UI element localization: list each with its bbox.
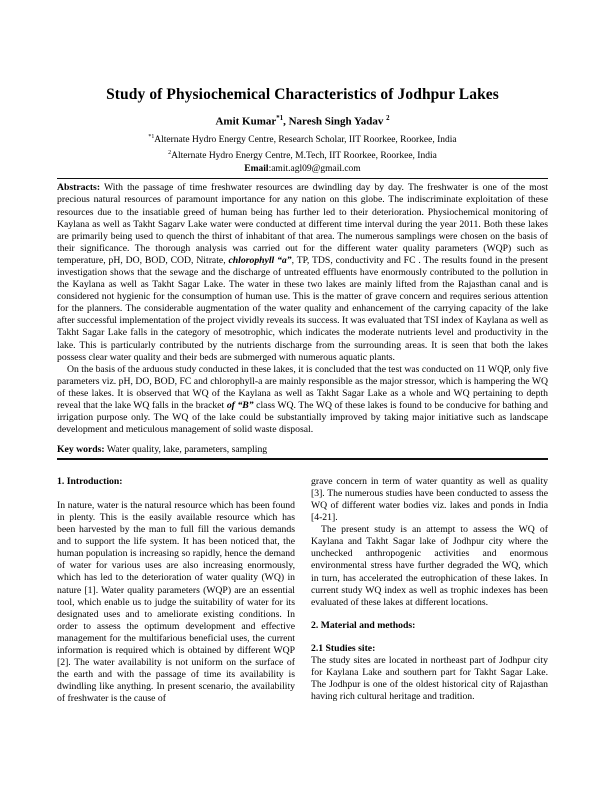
materials-methods-heading: 2. Material and methods: bbox=[311, 619, 416, 631]
body-columns bbox=[57, 476, 548, 706]
text-segment: With the passage of time freshwater resources are dwindling day by day. The freshwater is one of the most precious natural resources of paramount importance for any nation on this globe. The indiscriminate exploitation of these resources due to the insatiable greed of human being has further led to their deterioration. Physiochemical monitoring of Kaylana as well as Takht Sagarv Lake water were conducted at different time interval during the year 2011. Both these lakes are primarily being used to quench the thirst of inhabitant of that area. The numerous samplings were chosen on the basis of their significance. The thorough analysis was carried out for the different water quality parameters (WQP) such as temperature, pH, DO, BOD, COD, Nitrate, bbox=[57, 182, 548, 266]
text-segment: :amit.agl09@gmail.com bbox=[268, 163, 361, 174]
studies-site-paragraph: The study sites are located in northeast part of Jodhpur city for Kaylana Lake and southern part for Takht Sagar Lake. The Jodhpur is one of the oldest historical city of Rajasthan having rich cultural heritage and tradition. bbox=[311, 655, 548, 703]
text-segment: Email bbox=[244, 163, 269, 174]
text-segment: *1 bbox=[148, 133, 155, 140]
text-segment: Amit Kumar bbox=[215, 115, 277, 128]
introduction-paragraph: In nature, water is the natural resource which has been found in plenty. This is the easily available resource which has been harvested by the man to full fill the various demands and to support the life system. It has been noticed that, the human population is increasing so rapidly, hence the demand of water for various uses are also increasing enormously, which has led to the deterioration of water quality (WQ) in nature [1]. Water quality parameters (WQP) are an essential tool, which enable us to judge the suitability of water for its designated uses and to ameliorate existing conditions. In order to assess the optimum development and effective management for the multifarious beneficial uses, the current information is required which is obtained by different WQP [2]. The water availability is not uniform on the surface of the earth and with the passage of time its availability is dwindling like anything. In present scenario, the availability of freshwater is the cause of bbox=[57, 499, 295, 705]
page-title: Study of Physiochemical Characteristics of Jodhpur Lakes bbox=[106, 86, 499, 103]
text-segment: 2 bbox=[168, 149, 172, 156]
keywords-line bbox=[57, 444, 548, 456]
abstract-bottom-divider bbox=[57, 458, 548, 459]
left-column bbox=[57, 476, 295, 706]
introduction-heading: 1. Introduction: bbox=[57, 475, 123, 487]
abstract-top-divider bbox=[57, 178, 548, 179]
text-segment: Alternate Hydro Energy Centre, Research Scholar, IIT Roorkee, Roorkee, India bbox=[154, 134, 457, 145]
text-segment: *1 bbox=[276, 115, 284, 122]
affiliation-2 bbox=[57, 147, 548, 163]
right-column bbox=[311, 476, 548, 706]
abstract-paragraph-1 bbox=[57, 182, 548, 363]
studies-site-heading: 2.1 Studies site: bbox=[311, 642, 376, 654]
text-segment: Abstracts: bbox=[57, 182, 101, 194]
email-line bbox=[57, 163, 548, 176]
abstract-paragraph-2 bbox=[57, 364, 548, 437]
continuation-paragraph: grave concern in term of water quantity as well as quality [3]. The numerous studies have been conducted to assess the WQ of different water bodies viz. lakes and ponds in India [4-21]. bbox=[311, 475, 548, 524]
abstract-section bbox=[57, 182, 548, 436]
text-segment: , TP, TDS, conductivity and FC . The results found in the present investigation shows that the sewage and the discharge of untreated effluents have enormously contributed to the pollution in the Kaylana as well as Takht Sagar Lake. The water in these two lakes are mainly lifted from the Rajasthan canal and is considered not hygienic for the consumption of human use. This is the matter of grave concern and requires serious attention for the planners. The considerable augmentation of the water quality and enhancement of the carrying capacity of the lake after successful implementation of the project vividly reveals its success. It was evaluated that TSI index of Kaylana as well as Takht Sagar Lake falls in the category of mesotrophic, which indicates the moderate nutrients level and productivity in the lake. This is particularly contributed by the nutrients discharge from the surrounding areas. It is seen that both the lakes possess clear water quality and their beds are submerged with numerous aquatic plants. bbox=[57, 254, 548, 363]
text-segment: , Naresh Singh Yadav bbox=[283, 115, 387, 128]
present-study-paragraph: The present study is an attempt to assess the WQ of Kaylana and Takht Sagar lake of Jodhpur city where the unchecked anthropogenic activities and enormous environmental stress have further degraded the WQ, which in turn, has accelerated the eutrophication of these lakes. In current study WQ index as well as trophic indexes has been evaluated of these lakes at different locations. bbox=[311, 524, 548, 608]
text-segment: Alternate Hydro Energy Centre, M.Tech, IIT Roorkee, Roorkee, India bbox=[171, 150, 437, 161]
text-segment: chlorophyll “a” bbox=[228, 254, 292, 266]
text-segment: On the basis of the arduous study conducted in these lakes, it is concluded that the test was conducted on 11 WQP, only five parameters viz. pH, DO, BOD, FC and chlorophyll-a are mainly responsible as the major stressor, which is hampering the WQ of these lakes. It is observed that WQ of the Kaylana as well as Takht Sagar Lake as a whole and WQ pertaining to depth reveal that the lake WQ falls in the bracket bbox=[57, 363, 548, 412]
text-segment: 2 bbox=[386, 115, 390, 122]
text-segment: Water quality, lake, parameters, sampling bbox=[104, 444, 268, 456]
text-segment: Key words: bbox=[57, 444, 105, 456]
affiliation-1 bbox=[57, 131, 548, 147]
text-segment: of “B” bbox=[226, 400, 254, 412]
authors-line bbox=[57, 112, 548, 129]
text-segment: class WQ. The WQ of these lakes is found to be conducive for bathing and irrigation purpose only. The WQ of the lake could be substantially improved by taking major initiative such as landscape development and meticulous management of solid waste disposal. bbox=[57, 400, 548, 436]
